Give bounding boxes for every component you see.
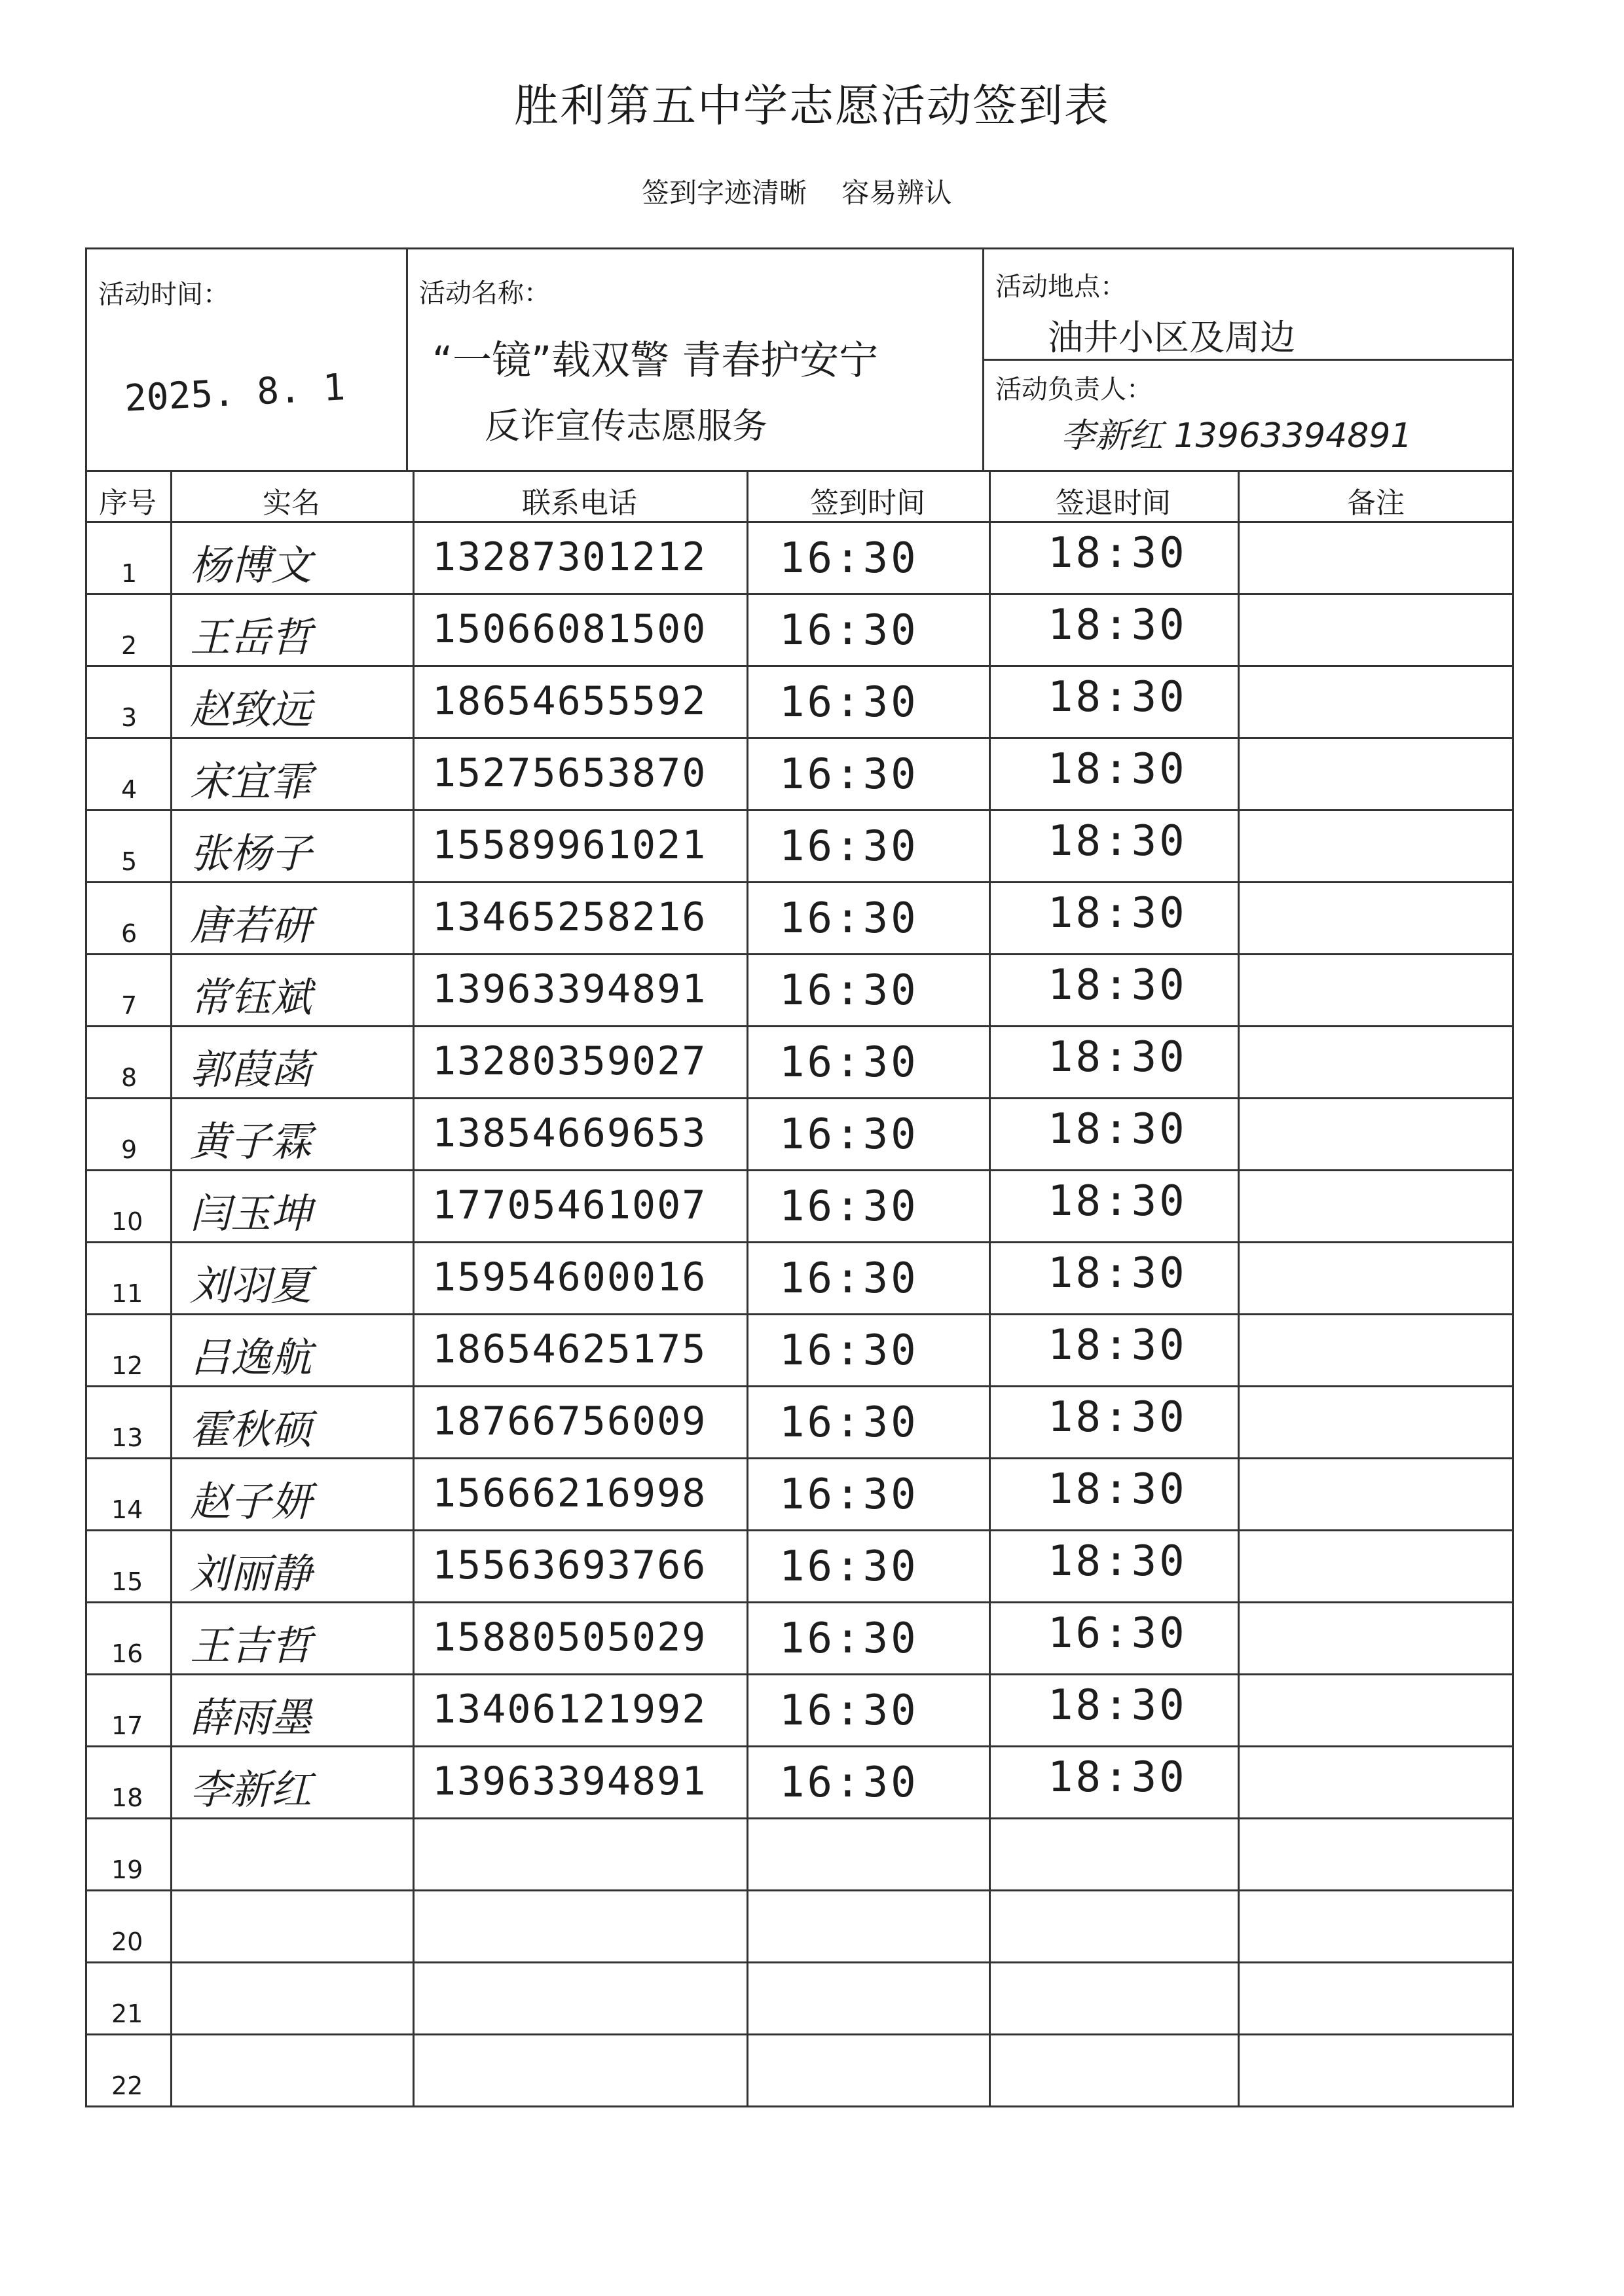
signer-name: 唐若研: [190, 902, 312, 949]
row-number: 18: [111, 1783, 143, 1812]
table-rule: [982, 359, 1514, 361]
signin-time: 16:30: [779, 534, 919, 583]
signout-time: 18:30: [1048, 745, 1187, 793]
table-rule: [85, 1745, 1514, 1747]
signin-time: 16:30: [779, 678, 919, 727]
table-rule: [85, 737, 1514, 739]
table-rule: [85, 1457, 1514, 1459]
table-rule: [85, 1385, 1514, 1387]
activity-place-value: 油井小区及周边: [1048, 317, 1295, 358]
signout-time: 18:30: [1048, 1681, 1187, 1730]
signer-name: 杨博文: [190, 541, 312, 589]
table-rule: [406, 247, 408, 470]
activity-name-line2: 反诈宣传志愿服务: [485, 405, 767, 446]
signer-name: 刘羽夏: [190, 1262, 312, 1309]
signer-phone: 15589961021: [432, 822, 707, 868]
table-rule: [85, 1673, 1514, 1675]
page-title: 胜利第五中学志愿活动签到表: [513, 81, 1110, 132]
activity-name-label: 活动名称：: [419, 278, 550, 308]
row-number: 5: [121, 847, 138, 876]
signin-time: 16:30: [779, 894, 919, 943]
signer-name: 李新红: [190, 1766, 312, 1813]
table-rule: [85, 1529, 1514, 1531]
column-header: 联系电话: [522, 486, 637, 520]
signer-name: 吕逸航: [190, 1334, 312, 1381]
signer-phone: 15563693766: [432, 1542, 707, 1588]
row-number: 11: [111, 1279, 143, 1308]
signout-time: 18:30: [1048, 1753, 1187, 1802]
signer-name: 闫玉坤: [190, 1190, 312, 1237]
signer-name: 宋宜霏: [190, 757, 312, 805]
table-rule: [85, 2105, 1514, 2107]
signer-name: 刘丽静: [190, 1550, 312, 1597]
signer-name: 赵子妍: [190, 1478, 312, 1525]
table-rule: [413, 470, 415, 2105]
signer-phone: 18654625175: [432, 1326, 707, 1372]
signer-name: 王吉哲: [190, 1622, 312, 1669]
row-number: 8: [121, 1063, 138, 1092]
row-number: 16: [111, 1639, 143, 1668]
table-rule: [85, 809, 1514, 811]
table-rule: [85, 1097, 1514, 1099]
signer-name: 王岳哲: [190, 613, 312, 661]
row-number: 17: [111, 1711, 143, 1740]
signout-time: 18:30: [1048, 1537, 1187, 1586]
signout-time: 18:30: [1048, 817, 1187, 866]
signin-time: 16:30: [779, 1110, 919, 1159]
table-rule: [85, 521, 1514, 523]
table-rule: [1238, 470, 1240, 2105]
row-number: 3: [121, 703, 138, 732]
signin-time: 16:30: [779, 1542, 919, 1591]
signer-phone: 13280359027: [432, 1038, 707, 1084]
signer-phone: 15954600016: [432, 1254, 707, 1300]
signin-time: 16:30: [779, 966, 919, 1015]
activity-leader-label: 活动负责人：: [995, 374, 1153, 405]
table-rule: [85, 593, 1514, 595]
table-rule: [85, 665, 1514, 667]
table-rule: [85, 1817, 1514, 1819]
page-subtitle: 签到字迹清晰 容易辨认: [642, 177, 952, 209]
signer-phone: 13406121992: [432, 1686, 707, 1732]
row-number: 13: [111, 1423, 143, 1452]
signin-time: 16:30: [779, 1686, 919, 1735]
row-number: 7: [121, 991, 138, 1020]
row-number: 22: [111, 2071, 143, 2100]
table-rule: [170, 470, 172, 2105]
row-number: 4: [121, 775, 138, 804]
row-number: 6: [121, 919, 138, 948]
signin-time: 16:30: [779, 1614, 919, 1663]
signout-time: 18:30: [1048, 961, 1187, 1010]
signout-time: 18:30: [1048, 673, 1187, 721]
row-number: 19: [111, 1855, 143, 1884]
signin-time: 16:30: [779, 1470, 919, 1519]
signout-time: 18:30: [1048, 1393, 1187, 1442]
signer-name: 黄子霖: [190, 1118, 312, 1165]
signin-time: 16:30: [779, 1038, 919, 1087]
activity-name-line1: “一镜”载双警 青春护安宁: [432, 338, 879, 384]
activity-leader-value: 李新红 13963394891: [1061, 416, 1412, 456]
column-header: 序号: [99, 486, 157, 520]
column-header: 实名: [263, 486, 320, 520]
table-rule: [85, 1601, 1514, 1603]
row-number: 21: [111, 1999, 143, 2028]
activity-time-label: 活动时间：: [98, 280, 229, 310]
activity-place-label: 活动地点：: [995, 272, 1126, 302]
signer-name: 赵致远: [190, 685, 312, 733]
signer-phone: 13287301212: [432, 534, 707, 580]
signer-name: 霍秋硕: [190, 1406, 312, 1453]
table-rule: [85, 2033, 1514, 2035]
table-rule: [747, 470, 748, 2105]
signer-phone: 13963394891: [432, 1758, 707, 1804]
signer-phone: 13465258216: [432, 894, 707, 940]
column-header: 签退时间: [1056, 486, 1171, 520]
row-number: 20: [111, 1927, 143, 1956]
signer-phone: 18766756009: [432, 1398, 707, 1444]
signin-time: 16:30: [779, 1326, 919, 1375]
signout-time: 18:30: [1048, 1249, 1187, 1298]
table-rule: [85, 1313, 1514, 1315]
row-number: 1: [121, 559, 138, 588]
signin-time: 16:30: [779, 822, 919, 871]
signer-phone: 15666216998: [432, 1470, 707, 1516]
row-number: 15: [111, 1567, 143, 1596]
signer-name: 薛雨墨: [190, 1694, 312, 1741]
signout-time: 18:30: [1048, 1177, 1187, 1226]
table-rule: [85, 247, 1514, 249]
signer-phone: 15880505029: [432, 1614, 707, 1660]
table-rule: [85, 247, 87, 2105]
signer-name: 常钰斌: [190, 974, 312, 1021]
table-rule: [85, 1241, 1514, 1243]
table-rule: [85, 953, 1514, 955]
signer-phone: 17705461007: [432, 1182, 707, 1228]
signer-phone: 15275653870: [432, 750, 707, 796]
signin-time: 16:30: [779, 1398, 919, 1447]
signer-phone: 13963394891: [432, 966, 707, 1012]
signer-phone: 18654655592: [432, 678, 707, 724]
row-number: 2: [121, 631, 138, 660]
column-header: 签到时间: [810, 486, 925, 520]
signin-time: 16:30: [779, 750, 919, 799]
signer-name: 张杨子: [190, 829, 312, 877]
table-rule: [989, 470, 991, 2105]
signout-time: 18:30: [1048, 1105, 1187, 1154]
signin-time: 16:30: [779, 606, 919, 655]
table-rule: [85, 1169, 1514, 1171]
signin-sheet: [85, 247, 1514, 2100]
signout-time: 18:30: [1048, 1465, 1187, 1514]
row-number: 14: [111, 1495, 143, 1524]
signer-phone: 15066081500: [432, 606, 707, 652]
signout-time: 16:30: [1048, 1609, 1187, 1658]
signin-time: 16:30: [779, 1758, 919, 1807]
table-rule: [85, 881, 1514, 883]
signout-time: 18:30: [1048, 1033, 1187, 1082]
signout-time: 18:30: [1048, 529, 1187, 577]
table-rule: [85, 1889, 1514, 1891]
row-number: 12: [111, 1351, 143, 1380]
signer-phone: 13854669653: [432, 1110, 707, 1156]
table-rule: [1512, 247, 1514, 2105]
signout-time: 18:30: [1048, 601, 1187, 649]
activity-time-value: 2025. 8. 1: [123, 366, 346, 420]
signin-time: 16:30: [779, 1182, 919, 1231]
signin-time: 16:30: [779, 1254, 919, 1303]
column-header: 备注: [1347, 486, 1405, 520]
signout-time: 18:30: [1048, 1321, 1187, 1370]
signout-time: 18:30: [1048, 889, 1187, 938]
table-rule: [85, 1961, 1514, 1963]
signer-name: 郭葭菡: [190, 1046, 312, 1093]
table-rule: [85, 470, 1514, 472]
row-number: 9: [121, 1135, 138, 1164]
row-number: 10: [111, 1207, 143, 1236]
table-rule: [85, 1025, 1514, 1027]
